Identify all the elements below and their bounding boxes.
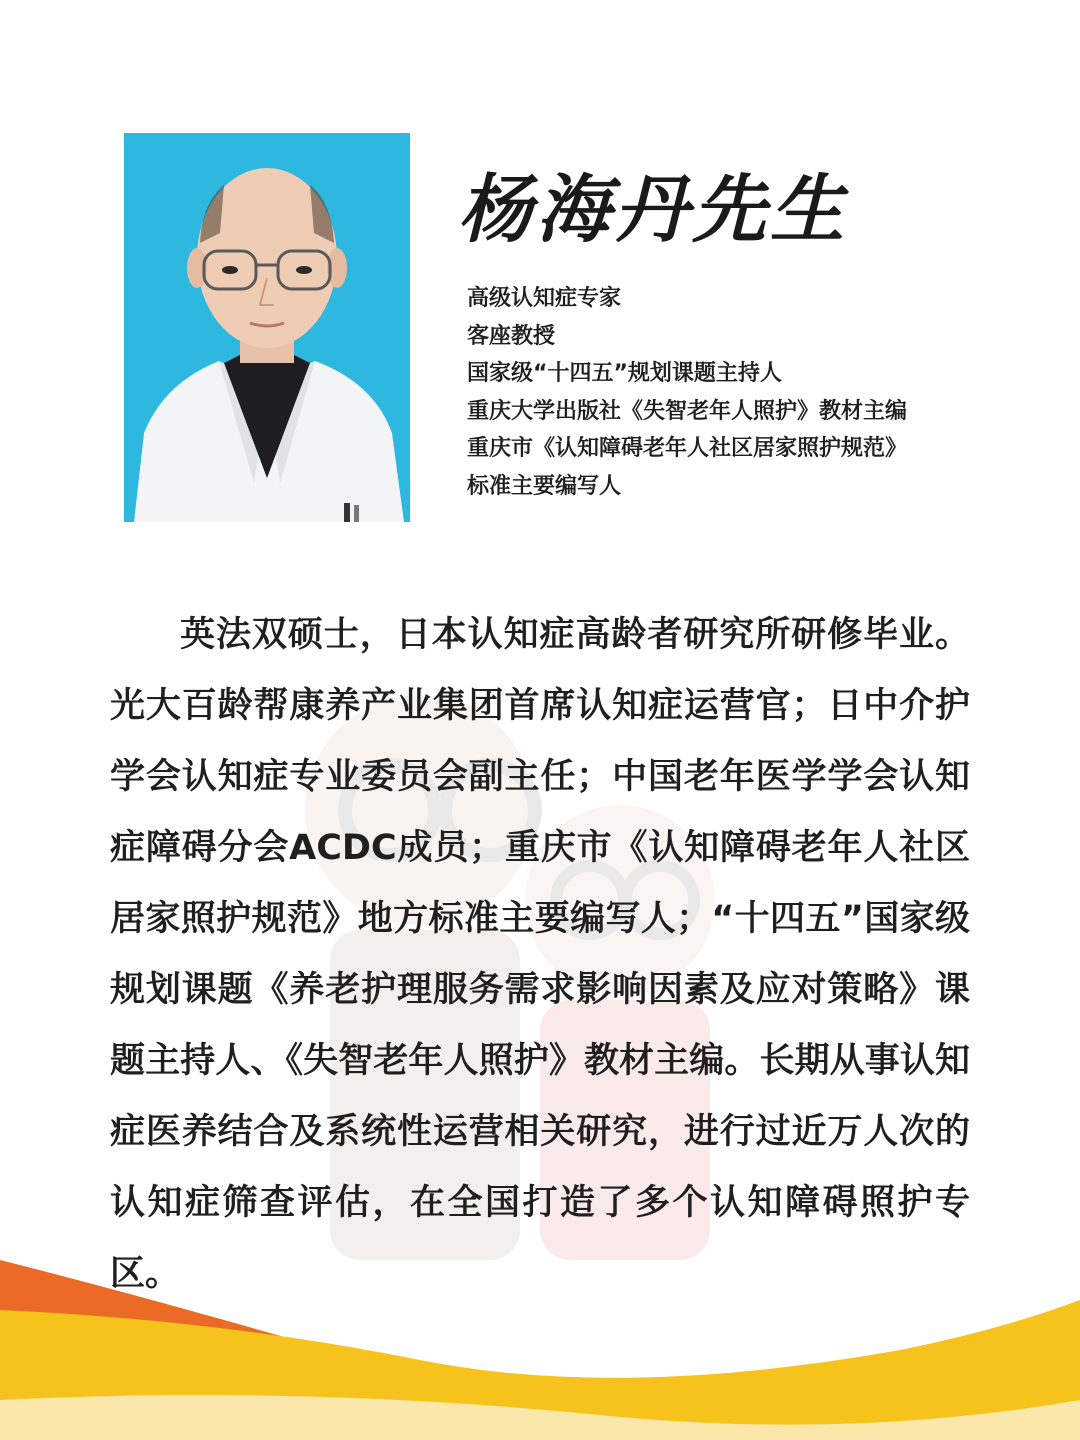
title-item: 高级认知症专家	[467, 286, 622, 311]
title-item: 重庆市《认知障碍老年人社区居家照护规范》	[467, 436, 908, 461]
biography-text: 英法双硕士，日本认知症高龄者研究所研修毕业。光大百龄帮康养产业集团首席认知症运营官；日中介护学会认知症专业委员会副主任；中国老年医学学会认知症障碍分会ACDC成员；重庆市《认知障碍老年人社区居家照护规范》地方标准主要编写人；“十四五”国家级规划课题《养老护理服务需求影响因素及应对策略》课题主持人、《失智老年人照护》教材主编。长期从事认知症医养结合及系统性运营相关研究，进行过近万人次的认知症筛查评估，在全国打造了多个认知障碍照护专区。	[110, 615, 970, 1294]
title-list	[467, 280, 1027, 505]
title-item: 客座教授	[467, 323, 556, 349]
person-name: 杨海丹先生	[458, 167, 848, 253]
title-item: 国家级“十四五”规划课题主持人	[467, 361, 782, 386]
title-item: 重庆大学出版社《失智老年人照护》教材主编	[467, 398, 908, 424]
title-item: 标准主要编写人	[467, 473, 622, 499]
portrait-photo	[124, 133, 410, 522]
